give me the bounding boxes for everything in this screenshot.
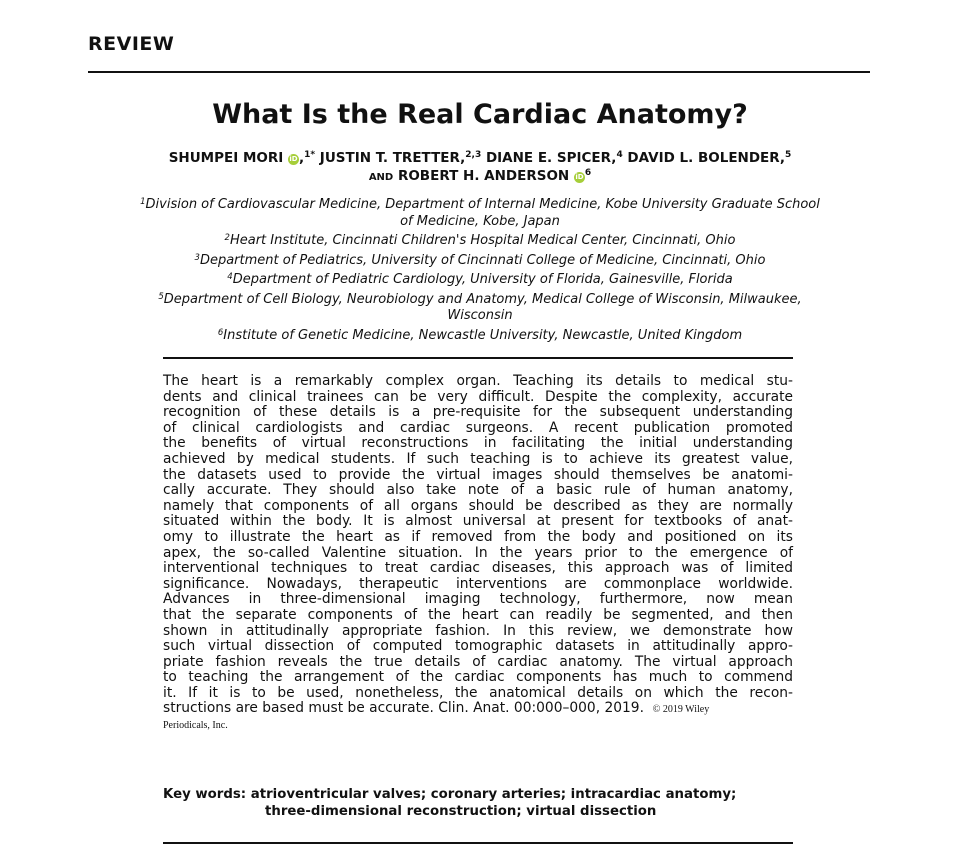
abstract-line: of clinical cardiologists and cardiac surgeons. A recent publication promoted bbox=[163, 419, 793, 436]
copyright-notice: © 2019 Wiley bbox=[652, 704, 710, 716]
keywords-label: Key words: bbox=[163, 787, 247, 802]
affiliation-text: Department of Pediatric Cardiology, University of Florida, Gainesville, Florida bbox=[232, 272, 733, 287]
abstract-line: namely that components of all organs should be described as they are normally bbox=[163, 497, 793, 514]
abstract-line: it. If it is to be used, nonetheless, the anatomical details on which the recon- bbox=[163, 684, 793, 701]
affiliation-text: Department of Cell Biology, Neurobiology and Anatomy, Medical College of Wisconsin, Milwaukee, bbox=[163, 291, 802, 307]
abstract-line: dents and clinical trainees can be very difficult. Despite the complexity, accurate bbox=[163, 388, 793, 405]
abstract-line: achieved by medical students. If such teaching is to achieve its greatest value, bbox=[163, 450, 793, 467]
affiliation-text: Division of Cardiovascular Medicine, Department of Internal Medicine, Kobe University Graduate School bbox=[145, 197, 820, 212]
affiliation-text: of Medicine, Kobe, Japan bbox=[400, 213, 560, 229]
keywords-text: atrioventricular valves; coronary arteries; intracardiac anatomy; bbox=[250, 787, 737, 802]
abstract-line: the benefits of virtual reconstructions in facilitating the initial understanding bbox=[163, 435, 793, 452]
abstract-line: cally accurate. They should also take note of a basic rule of human anatomy, bbox=[163, 482, 793, 499]
abstract-line: such virtual dissection of computed tomographic datasets in attitudinally appro- bbox=[163, 638, 793, 655]
author-name: ROBERT H. ANDERSON bbox=[397, 168, 570, 184]
affiliation-text: Institute of Genetic Medicine, Newcastle University, Newcastle, United Kingdom bbox=[223, 327, 743, 343]
affiliation-text: Wisconsin bbox=[447, 308, 513, 323]
abstract-line: Advances in three-dimensional imaging technology, furthermore, now mean bbox=[163, 591, 793, 608]
author-name: SHUMPEI MORI bbox=[168, 150, 284, 166]
author-conjunction: AND bbox=[368, 172, 394, 183]
header-rule bbox=[88, 71, 870, 73]
affiliation-sup: 6 bbox=[217, 327, 224, 338]
abstract-line: omy to illustrate the heart as if removed from the body and positioned on its bbox=[163, 528, 793, 545]
author-name: DAVID L. BOLENDER, bbox=[627, 150, 786, 166]
abstract-line: recognition of these details is a pre-requisite for the subsequent understanding bbox=[163, 404, 793, 421]
author-sup: 5 bbox=[785, 150, 792, 160]
author-name: DIANE E. SPICER, bbox=[485, 150, 617, 166]
affiliations bbox=[100, 194, 860, 344]
affiliation-text: Heart Institute, Cincinnati Children's Hospital Medical Center, Cincinnati, Ohio bbox=[229, 233, 736, 248]
affiliation-sup: 4 bbox=[227, 272, 233, 282]
abstract-line: structions are based must be accurate. Clin. Anat. 00:000–000, 2019. bbox=[163, 700, 644, 717]
affiliation-text: Department of Pediatrics, University of Cincinnati College of Medicine, Cincinnati, Ohio bbox=[199, 252, 766, 268]
author-sup: 4 bbox=[616, 150, 623, 160]
abstract bbox=[163, 374, 793, 734]
abstract-top-rule bbox=[163, 357, 793, 359]
keywords-text: three-dimensional reconstruction; virtual dissection bbox=[265, 803, 657, 819]
abstract-line: the datasets used to provide the virtual images should themselves be anatomi- bbox=[163, 466, 793, 483]
abstract-line: shown in attitudinally appropriate fashion. In this review, we demonstrate how bbox=[163, 622, 793, 639]
abstract-last-line bbox=[163, 701, 793, 718]
copyright-notice-cont: Periodicals, Inc. bbox=[163, 720, 228, 732]
author-sup: 1* bbox=[304, 150, 316, 160]
abstract-bottom-rule bbox=[163, 842, 793, 844]
author-name: JUSTIN T. TRETTER, bbox=[319, 150, 466, 166]
keywords bbox=[163, 787, 793, 820]
abstract-line: situated within the body. It is almost universal at present for textbooks of anat- bbox=[163, 513, 793, 530]
affiliation-2 bbox=[100, 230, 860, 250]
orcid-icon[interactable]: iD bbox=[575, 173, 584, 181]
affiliation-sup: 5 bbox=[158, 291, 164, 302]
abstract-line: significance. Nowadays, therapeutic interventions are commonplace worldwide. bbox=[163, 575, 793, 592]
author-sup: 2,3 bbox=[465, 150, 482, 160]
section-label: REVIEW bbox=[88, 33, 175, 55]
author-line-1: SHUMPEI MORI iD,$^{1*}$ JUSTIN T. TRETTER,$^{2,3}$ DIANE E. SPICER,$^4$ DAVID L. BOLENDER,$^5$ bbox=[168, 150, 792, 166]
author-sup: 6 bbox=[584, 168, 592, 178]
affiliation-5-cont bbox=[100, 308, 860, 325]
abstract-line: that the separate components of the heart can readily be segmented, and then bbox=[163, 606, 793, 623]
affiliation-sup: 2 bbox=[224, 233, 230, 243]
affiliation-5 bbox=[100, 289, 860, 309]
paper-title: What Is the Real Cardiac Anatomy? bbox=[212, 99, 748, 130]
abstract-line: The heart is a remarkably complex organ. Teaching its details to medical stu- bbox=[163, 373, 793, 389]
affiliation-6 bbox=[100, 325, 860, 345]
abstract-line: to teaching the arrangement of the cardiac components has much to commend bbox=[163, 669, 793, 686]
orcid-icon[interactable]: iD bbox=[289, 155, 298, 163]
affiliation-1-cont bbox=[100, 214, 860, 231]
affiliation-sup: 1 bbox=[140, 197, 146, 207]
abstract-line: priate fashion reveals the true details of cardiac anatomy. The virtual approach bbox=[163, 653, 793, 670]
affiliation-1 bbox=[100, 194, 860, 214]
abstract-line: interventional techniques to treat cardiac diseases, this approach was of limited bbox=[163, 560, 793, 577]
author-line-2 bbox=[60, 168, 900, 184]
affiliation-3 bbox=[100, 250, 860, 270]
affiliation-4 bbox=[100, 269, 860, 289]
abstract-line: apex, the so-called Valentine situation. In the years prior to the emergence of bbox=[163, 544, 793, 561]
affiliation-sup: 3 bbox=[194, 252, 200, 263]
keywords-line-1 bbox=[163, 787, 793, 804]
